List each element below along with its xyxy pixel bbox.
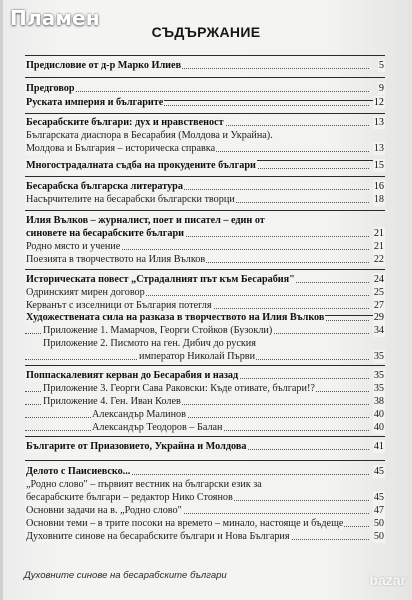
seller-brand: Пламен: [10, 6, 100, 30]
toc-section: [25, 116, 385, 155]
toc-entry: Молдова и България – историческа справка 13: [26, 143, 384, 154]
toc-entry: Предисловие от д-р Марко Илиев 5: [26, 60, 384, 71]
toc-section: [25, 82, 385, 95]
toc-section: [25, 214, 385, 266]
toc-entry: Поппаскалевият керван до Бесарабия и назад 35: [26, 370, 384, 381]
divider: [25, 365, 385, 366]
toc-entry: Духовните синове на бесарабските българи и Нова България 50: [26, 531, 384, 542]
toc-entry: „Родно слово" – първият вестник на български език за: [26, 479, 262, 490]
toc-entry: Делото с Паисиевско... 45: [26, 466, 384, 477]
toc-entry: император Николай Първи 35: [25, 350, 385, 363]
page-title: СЪДЪРЖАНИЕ: [151, 24, 261, 40]
toc-entry: Поезията в творчеството на Илия Вълков 22: [26, 254, 384, 265]
toc-entry: Основни теми – в трите посоки на времето – минало, настояще и бъдеще 50: [26, 518, 384, 529]
running-footer: Духовните синове на бесарабските българи: [24, 570, 227, 581]
toc-entry: Одринският мирен договор 25: [26, 287, 384, 298]
toc-entry: Приложение 4. Ген. Иван Колев 38: [25, 395, 385, 408]
toc-entry: Българите от Приазовието, Украйна и Молдова 41: [26, 441, 384, 452]
toc-entry: Бесарабските българи: дух и нравственост 13: [26, 117, 384, 128]
toc-entry: Приложение 2. Писмото на ген. Дибич до руския: [43, 338, 256, 349]
toc-entry: синовете на бесарабските българи 21: [26, 228, 384, 239]
toc-entry: Бесарабска българска литература 16: [26, 181, 384, 192]
toc-section: [25, 440, 385, 453]
toc-entry: Предговор 9: [26, 83, 384, 94]
divider: [25, 113, 385, 114]
toc-entry: бесарабските българи – редактор Нико Стоянов 45: [26, 492, 384, 503]
toc-entry: Насърчителите на бесарабски български творци 18: [26, 194, 384, 205]
toc-section: [25, 96, 385, 109]
toc-section: [25, 159, 385, 172]
divider: [25, 55, 385, 56]
toc-entry: Многострадалната съдба на прокудените българи 15: [26, 160, 384, 171]
toc-entry: Приложение 1. Мамарчов, Георги Стойков (Бузокли) 34: [25, 324, 385, 337]
divider: [25, 436, 385, 437]
divider: [25, 210, 385, 211]
toc-entry: Александър Малинов 40: [25, 408, 385, 421]
toc-entry: Александър Теодоров – Балан 40: [25, 421, 385, 434]
divider: [25, 460, 385, 461]
divider: [25, 77, 385, 78]
toc-entry: Основни задачи на в. „Родно слово" 47: [26, 505, 384, 516]
divider: [25, 269, 385, 270]
toc-entry: Илия Вълков – журналист, поет и писател – един от: [26, 215, 265, 226]
divider: [25, 176, 385, 177]
toc-entry: Художествената сила на разказа в творчеството на Илия Вълков 29: [26, 312, 384, 323]
toc-entry: Историческата повест „Страдалният път към Бесарабия" 24: [26, 274, 384, 285]
toc-entry: Приложение 3. Георги Сава Раковски: Къде отивате, българи!? 35: [25, 382, 385, 395]
toc-section: [25, 369, 385, 434]
toc-section: [25, 59, 385, 72]
toc-entry: Руската империя и българите 12: [26, 97, 384, 108]
watermark-logo: bazar: [369, 572, 406, 588]
toc-entry: Родно място и учение 21: [26, 241, 384, 252]
toc-section: [25, 180, 385, 206]
toc-section: [25, 273, 385, 312]
toc-section: [25, 465, 385, 543]
toc-section: [25, 311, 385, 363]
toc-entry: Българската диаспора в Бесарабия (Молдова и Украйна).: [26, 130, 273, 141]
toc-entry: Керванът с изселници от България потегля 27: [26, 300, 384, 311]
